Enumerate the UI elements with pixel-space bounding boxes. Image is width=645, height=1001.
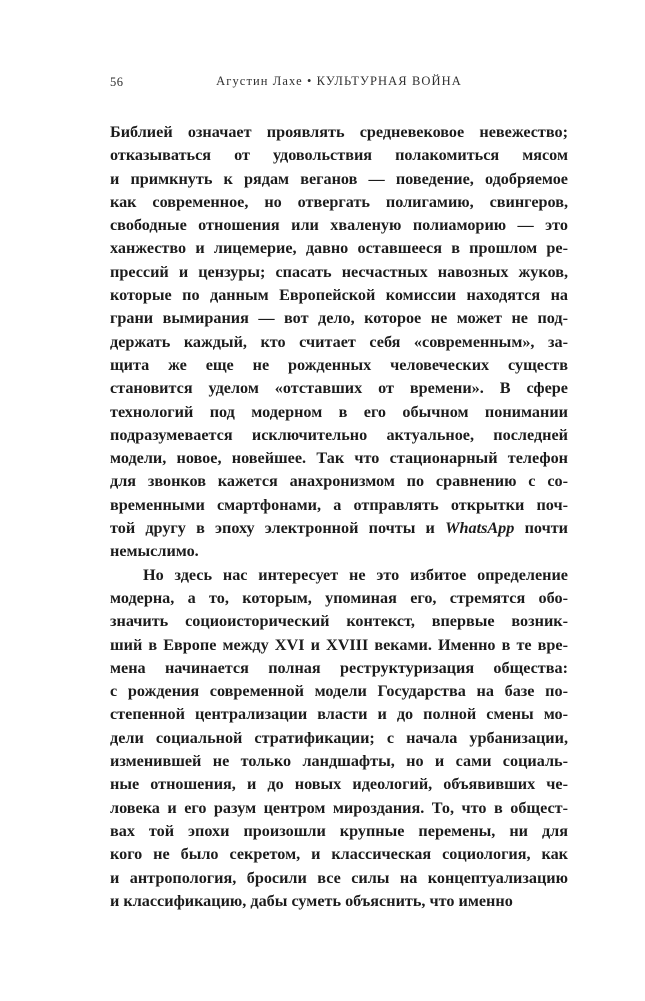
page-header [110, 74, 568, 92]
text-segment: той другу в эпоху электронной почты и [110, 519, 446, 538]
text-line: ший в Европе между XVI и XVIII веками. Именно в те вре- [110, 635, 568, 654]
text-line: грани вымирания — вот дело, которое не может не под- [110, 309, 568, 328]
text-line: вах той эпохи произошли крупные перемены, ни для [110, 821, 568, 840]
text-line: Но здесь нас интересует не это избитое определение [143, 565, 568, 584]
text-line: прессий и цензуры; спасать несчастных навозных жуков, [110, 262, 568, 281]
text-line: ловека и его разум центром мироздания. То, что в общест- [110, 798, 568, 817]
text-line: щита же еще не рожденных человеческих существ [110, 355, 568, 374]
text-line: изменившей не только ландшафты, но и сами социаль- [110, 752, 568, 771]
text-line: ные отношения, и до новых идеологий, объявивших че- [110, 775, 568, 794]
text-line: немыслимо. [110, 542, 199, 561]
text-line: становится уделом «отставших от времени». В сфере [110, 379, 568, 398]
italic-text: WhatsApp [445, 519, 515, 538]
text-line: свободные отношения или хваленую полиаморию — это [110, 216, 568, 235]
text-line: мена начинается полная реструктуризация общества: [110, 658, 568, 677]
text-line: модерна, а то, которым, упоминая его, стремятся обо- [110, 588, 568, 607]
text-line: подразумевается исключительно актуальное, последней [110, 425, 568, 444]
text-line: как современное, но отвергать полигамию, свингеров, [110, 192, 568, 211]
text-line: значить социоисторический контекст, впервые возник- [110, 612, 568, 631]
text-line: ханжество и лицемерие, давно оставшееся в прошлом ре- [110, 239, 568, 258]
running-head: Агустин Лахе • КУЛЬТУРНАЯ ВОЙНА [216, 74, 462, 88]
text-line [110, 517, 568, 540]
page-number: 56 [110, 75, 124, 89]
text-line: технологий под модерном в его обычном понимании [110, 402, 568, 421]
text-line: и классификацию, дабы суметь объяснить, что именно [110, 891, 513, 910]
text-line: Библией означает проявлять средневековое невежество; [110, 123, 568, 141]
text-line: кого не было секретом, и классическая социология, как [110, 845, 568, 864]
text-line: с рождения современной модели Государства на базе по- [110, 682, 568, 701]
text-line: временными смартфонами, а отправлять открытки поч- [110, 495, 568, 514]
text-line: для звонков кажется анахронизмом по сравнению с со- [110, 472, 568, 491]
text-line: отказываться от удовольствия полакомиться мясом [110, 146, 568, 165]
text-body [110, 121, 568, 913]
text-line: дели социальной стратификации; с начала урбанизации, [110, 728, 568, 747]
text-line: модели, новое, новейшее. Так что стационарный телефон [110, 449, 568, 468]
text-line: которые по данным Европейской комиссии находятся на [110, 286, 568, 305]
text-line: и антропология, бросили все силы на концептуализацию [110, 868, 568, 887]
text-line: держать каждый, кто считает себя «современным», за- [110, 332, 568, 351]
text-line: и примкнуть к рядам веганов — поведение, одобряемое [110, 169, 568, 188]
text-line: степенной централизации власти и до полной смены мо- [110, 705, 568, 724]
text-segment: почти [514, 519, 568, 538]
